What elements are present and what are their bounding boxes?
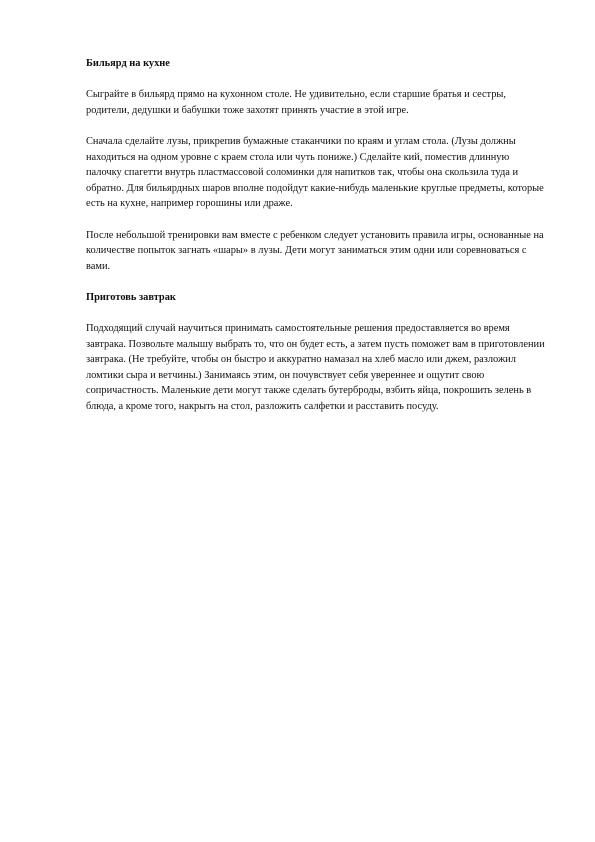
paragraph: Сыграйте в бильярд прямо на кухонном столе. Не удивительно, если старшие братья и сестры, родители, дедушки и бабушки тоже захотят принять участие в этой игре. [86, 89, 506, 116]
document-body [86, 56, 546, 430]
section-heading-billiards: Бильярд на кухне [86, 58, 170, 69]
section-heading-breakfast: Приготовь завтрак [86, 291, 176, 303]
paragraph: Сначала сделайте лузы, прикрепив бумажные стаканчики по краям и углам стола. (Лузы должны находиться на одном уровне с краем стола или чуть пониже.) Сделайте кий, поместив длинную палочку спагетти внутрь пластмассовой соломинки для напитков так, чтобы она скользила туда и обратно. Для бильярдных шаров вполне подойдут какие-нибудь маленькие круглые предметы, которые есть на кухне, например горошины или драже. [86, 135, 544, 210]
paragraph: Подходящий случай научиться принимать самостоятельные решения предоставляется во время завтрака. Позвольте малышу выбрать то, что он будет есть, а затем пусть поможет вам в приготовлении завтрака. (Не требуйте, чтобы он быстро и аккуратно намазал на хлеб масло или джем, разложил ломтики сыра и ветчины.) Занимаясь этим, он почувствует себя увереннее и ощутит свою сопричастность. Маленькие дети могут также сделать бутерброды, взбить яйца, покрошить зелень в блюда, а кроме того, накрыть на стол, разложить салфетки и расставить посуду. [86, 323, 545, 413]
paragraph: После небольшой тренировки вам вместе с ребенком следует установить правила игры, основанные на количестве попыток загнать «шары» в лузы. Дети могут заниматься этим одни или соревноваться с вами. [86, 229, 544, 272]
